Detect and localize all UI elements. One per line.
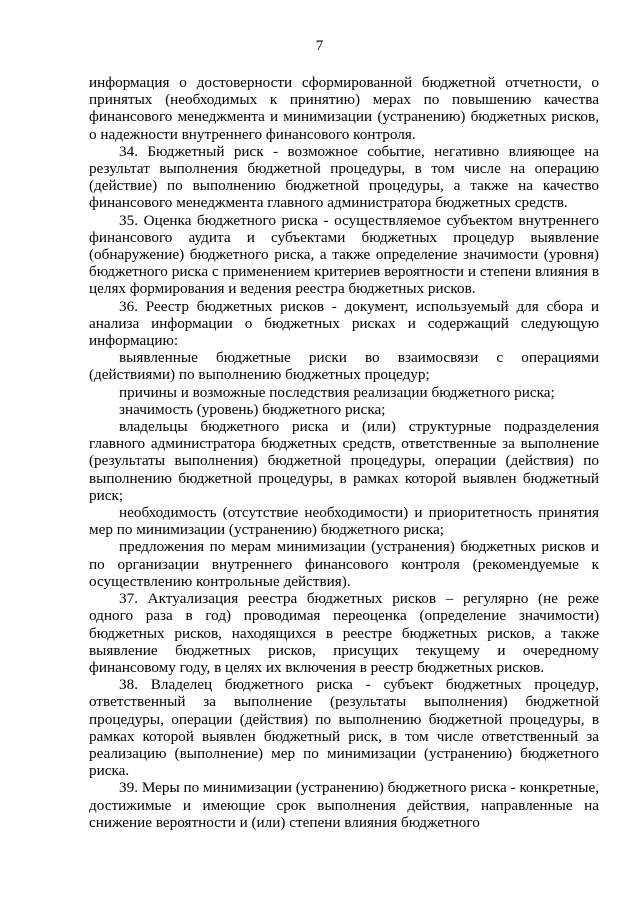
paragraph: 34. Бюджетный риск - возможное событие, негативно влияющее на результат выполнения бюджетной процедуры, в том числе на операцию (действие) по выполнению бюджетной процедуры, а также на качество финансового менеджмента главного администратора бюджетных средств. [89, 142, 599, 212]
list-item: причины и возможные последствия реализации бюджетного риска; [119, 383, 555, 401]
paragraph: 39. Меры по минимизации (устранению) бюджетного риска - конкретные, достижимые и имеющие срок выполнения действия, направленные на снижение вероятности и (или) степени влияния бюджетного [89, 779, 599, 831]
list-item: владельцы бюджетного риска и (или) структурные подразделения главного администратора бюджетных средств, ответственные за выполнение (результаты выполнения) бюджетной процедуры, операции (действия) по выполнению бюджетной процедуры, в рамках которой выявлен бюджетный риск; [89, 418, 599, 504]
list-item: выявленные бюджетные риски во взаимосвязи с операциями (действиями) по выполнению бюджетных процедур; [89, 349, 599, 384]
page-number: 7 [315, 38, 324, 54]
list-item: значимость (уровень) бюджетного риска; [119, 400, 386, 418]
list-item: предложения по мерам минимизации (устранения) бюджетных рисков и по организации внутреннего финансового контроля (рекомендуемые к осуществлению контрольные действия). [89, 538, 599, 590]
paragraph: 37. Актуализация реестра бюджетных рисков – регулярно (не реже одного раза в год) проводимая переоценка (определение значимости) бюджетных рисков, находящихся в реестре бюджетных рисков, а также выявление бюджетных рисков, присущих текущему и очередному финансовому году, в целях их включения в реестр бюджетных рисков. [89, 590, 599, 676]
paragraph: 35. Оценка бюджетного риска - осуществляемое субъектом внутреннего финансового аудита и субъектами бюджетных процедур выявление (обнаружение) бюджетного риска, а также определение значимости (уровня) бюджетного риска с применением критериев вероятности и степени влияния в целях формирования и ведения реестра бюджетных рисков. [89, 211, 599, 298]
paragraph: 38. Владелец бюджетного риска - субъект бюджетных процедур, ответственный за выполнение (результаты выполнения) бюджетной процедуры, операции (действия) по выполнению бюджетной процедуры, в рамках которой выявлен бюджетный риск, в том числе ответственный за реализацию (выполнение) мер по минимизации (устранению) бюджетного риска. [89, 676, 599, 780]
paragraph: информация о достоверности сформированной бюджетной отчетности, о принятых (необходимых к принятию) мерах по повышению качества финансового менеджмента и минимизации (устранению) бюджетных рисков, о надежности внутреннего финансового контроля. [89, 74, 599, 143]
list-item: необходимость (отсутствие необходимости) и приоритетность принятия мер по минимизации (устранению) бюджетного риска; [89, 504, 599, 539]
body-text [89, 74, 599, 831]
paragraph: 36. Реестр бюджетных рисков - документ, используемый для сбора и анализа информации о бюджетных рисках и содержащий следующую информацию: [89, 297, 599, 350]
